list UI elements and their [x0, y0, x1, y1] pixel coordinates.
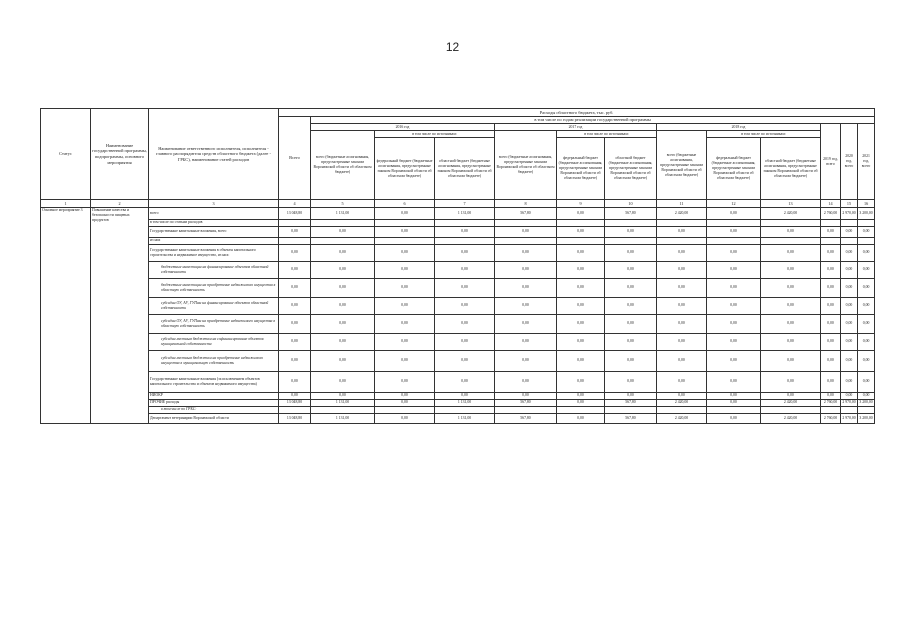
- header-program-name: Наименование государственной программы, подпрограммы, основного мероприятия: [91, 109, 149, 200]
- value-cell: 0,00: [605, 244, 657, 261]
- value-cell: 0,00: [821, 261, 841, 278]
- value-cell: 0,00: [435, 314, 495, 333]
- value-cell: 0,00: [279, 226, 311, 237]
- row-label: субсидии местным бюджетам на приобретение недвижимого имущества в муниципальную собственность: [149, 350, 279, 371]
- budget-table: [40, 108, 875, 424]
- column-number: 6: [375, 200, 435, 207]
- value-cell: 0,00: [657, 350, 707, 371]
- value-cell: 0,00: [858, 297, 875, 314]
- value-cell: 0,00: [375, 244, 435, 261]
- value-cell: 0,00: [605, 314, 657, 333]
- value-cell: [311, 406, 375, 413]
- value-cell: 0,00: [279, 261, 311, 278]
- value-cell: 0,00: [435, 278, 495, 297]
- value-cell: 0,00: [375, 297, 435, 314]
- budget-table-container: [40, 108, 874, 424]
- value-cell: 2 760,00: [821, 207, 841, 219]
- table-row: [41, 261, 875, 278]
- value-cell: [707, 219, 761, 226]
- column-number: 14: [821, 200, 841, 207]
- value-cell: [858, 237, 875, 244]
- value-cell: 0,00: [761, 392, 821, 399]
- row-label: Государственные капитальные вложения в объекты капитального строительства и недвижимое имущество, из них:: [149, 244, 279, 261]
- column-number: 12: [707, 200, 761, 207]
- value-cell: [858, 406, 875, 413]
- header-executor: Наименование ответственного исполнителя, исполнителя - главного распорядителя средств областного бюджета (далее - ГРБС), наименование статей расходов: [149, 109, 279, 200]
- value-cell: 0,00: [375, 392, 435, 399]
- row-label: субсидии местным бюджетам на софинансирование объектов муниципальной собственности: [149, 333, 279, 350]
- value-cell: 0,00: [858, 278, 875, 297]
- value-cell: [557, 219, 605, 226]
- value-cell: 0,00: [279, 314, 311, 333]
- header-regional-2018: областной бюджет (бюджетные ассигнования, предусмотренные законом Воронежской области об областном бюджете): [761, 138, 821, 200]
- header-federal-2018: федеральный бюджет (бюджетные ассигнования, предусмотренные законом Воронежской области об областном бюджете): [707, 138, 761, 200]
- value-cell: 2 420,00: [761, 399, 821, 406]
- header-total-budget-2017: всего (бюджетные ассигнования, предусмотренные законом Воронежской области об областном бюджете): [495, 131, 557, 200]
- value-cell: 0,00: [821, 278, 841, 297]
- value-cell: 0,00: [495, 350, 557, 371]
- table-row: [41, 371, 875, 392]
- value-cell: 2 420,00: [761, 413, 821, 423]
- value-cell: 0,00: [821, 333, 841, 350]
- row-label: в том числе по ГРБС:: [149, 406, 279, 413]
- value-cell: 0,00: [495, 392, 557, 399]
- value-cell: [375, 219, 435, 226]
- value-cell: 2 420,00: [761, 207, 821, 219]
- value-cell: 0,00: [707, 207, 761, 219]
- value-cell: 0,00: [557, 371, 605, 392]
- value-cell: 0,00: [435, 333, 495, 350]
- table-row: [41, 207, 875, 219]
- value-cell: 0,00: [495, 314, 557, 333]
- value-cell: [657, 406, 707, 413]
- value-cell: [841, 406, 858, 413]
- value-cell: [311, 237, 375, 244]
- value-cell: 0,00: [311, 371, 375, 392]
- value-cell: 0,00: [557, 207, 605, 219]
- value-cell: 0,00: [707, 350, 761, 371]
- value-cell: 0,00: [858, 333, 875, 350]
- value-cell: 0,00: [311, 350, 375, 371]
- value-cell: [707, 237, 761, 244]
- value-cell: 0,00: [279, 244, 311, 261]
- value-cell: 0,00: [375, 226, 435, 237]
- value-cell: 0,00: [605, 371, 657, 392]
- header-year-2016: 2016 год: [311, 124, 495, 131]
- value-cell: [279, 406, 311, 413]
- value-cell: 0,00: [435, 350, 495, 371]
- value-cell: 0,00: [761, 261, 821, 278]
- value-cell: 2 420,00: [657, 207, 707, 219]
- table-row: [41, 350, 875, 371]
- value-cell: 0,00: [557, 261, 605, 278]
- value-cell: 0,00: [707, 226, 761, 237]
- value-cell: 0,00: [858, 314, 875, 333]
- value-cell: 0,00: [821, 350, 841, 371]
- header-federal-2016: федеральный бюджет (бюджетные ассигнования, предусмотренные законом Воронежской области об областном бюджете): [375, 138, 435, 200]
- value-cell: 0,00: [435, 244, 495, 261]
- column-number: 11: [657, 200, 707, 207]
- row-label: из них: [149, 237, 279, 244]
- table-row: [41, 333, 875, 350]
- row-label: бюджетные инвестиции на финансирование объектов областной собственности: [149, 261, 279, 278]
- value-cell: 0,00: [495, 278, 557, 297]
- value-cell: 0,00: [858, 226, 875, 237]
- value-cell: 0,00: [707, 371, 761, 392]
- value-cell: 0,00: [605, 350, 657, 371]
- header-federal-2017: федеральный бюджет (бюджетные ассигнования, предусмотренные законом Воронежской области об областном бюджете): [557, 138, 605, 200]
- value-cell: 0,00: [375, 413, 435, 423]
- value-cell: 0,00: [311, 333, 375, 350]
- value-cell: 0,00: [495, 297, 557, 314]
- value-cell: 0,00: [605, 226, 657, 237]
- value-cell: 0,00: [761, 333, 821, 350]
- value-cell: 0,00: [495, 244, 557, 261]
- value-cell: [557, 237, 605, 244]
- status-cell: Основное мероприятие 3: [41, 207, 91, 423]
- row-label: НИОКР: [149, 392, 279, 399]
- table-row: [41, 226, 875, 237]
- value-cell: 567,80: [495, 413, 557, 423]
- value-cell: 0,00: [841, 297, 858, 314]
- value-cell: 2 970,00: [842, 400, 856, 405]
- value-cell: 0,00: [858, 392, 875, 399]
- value-cell: 3 200,00: [859, 400, 873, 405]
- value-cell: [375, 237, 435, 244]
- row-label: Департамент ветеринарии Воронежской области: [149, 413, 279, 423]
- table-row: [41, 314, 875, 333]
- header-regional-2017: областной бюджет (бюджетные ассигнования, предусмотренные законом Воронежской области об областном бюджете): [605, 138, 657, 200]
- value-cell: [279, 237, 311, 244]
- value-cell: 0,00: [761, 297, 821, 314]
- column-number: 7: [435, 200, 495, 207]
- value-cell: 2 420,00: [657, 413, 707, 423]
- value-cell: 0,00: [841, 226, 858, 237]
- value-cell: 0,00: [557, 413, 605, 423]
- value-cell: [557, 406, 605, 413]
- value-cell: 0,00: [707, 413, 761, 423]
- header-by-sources-2016: в том числе по источникам:: [375, 131, 495, 138]
- table-row: [41, 297, 875, 314]
- value-cell: 13 048,80: [279, 207, 311, 219]
- value-cell: 1 131,00: [311, 207, 375, 219]
- value-cell: 0,00: [707, 278, 761, 297]
- value-cell: 2 420,00: [657, 399, 707, 406]
- row-label: субсидии ОУ, АУ, ГУПам на финансирование объектов областной собственности: [149, 297, 279, 314]
- page-number: 12: [445, 40, 460, 54]
- value-cell: 567,80: [605, 207, 657, 219]
- row-label: всего: [149, 207, 279, 219]
- value-cell: [495, 219, 557, 226]
- value-cell: 0,00: [557, 392, 605, 399]
- value-cell: 0,00: [557, 244, 605, 261]
- value-cell: 0,00: [761, 244, 821, 261]
- value-cell: 567,80: [605, 399, 657, 406]
- value-cell: 0,00: [707, 399, 761, 406]
- row-label: субсидии ОУ, АУ, ГУПам на приобретение недвижимого имущества в областную собственность: [149, 314, 279, 333]
- value-cell: [657, 219, 707, 226]
- table-row: [41, 219, 875, 226]
- value-cell: 1 131,00: [435, 399, 495, 406]
- column-number: 5: [311, 200, 375, 207]
- value-cell: [707, 406, 761, 413]
- value-cell: [841, 219, 858, 226]
- value-cell: 0,00: [375, 350, 435, 371]
- value-cell: 13 048,80: [279, 413, 311, 423]
- value-cell: 0,00: [279, 392, 311, 399]
- value-cell: 0,00: [858, 244, 875, 261]
- table-body: [41, 207, 875, 423]
- value-cell: 0,00: [279, 333, 311, 350]
- value-cell: 0,00: [841, 261, 858, 278]
- value-cell: [761, 406, 821, 413]
- value-cell: 0,00: [821, 371, 841, 392]
- value-cell: [311, 219, 375, 226]
- value-cell: 0,00: [605, 261, 657, 278]
- table-row: [41, 392, 875, 399]
- value-cell: 0,00: [557, 314, 605, 333]
- value-cell: 0,00: [761, 314, 821, 333]
- value-cell: 3 200,00: [858, 413, 875, 423]
- header-by-sources-2017: в том числе по источникам:: [557, 131, 657, 138]
- column-number: 3: [149, 200, 279, 207]
- column-number: 8: [495, 200, 557, 207]
- value-cell: 2 760,00: [821, 399, 841, 406]
- value-cell: 0,00: [841, 350, 858, 371]
- value-cell: 1 131,00: [311, 413, 375, 423]
- value-cell: [375, 406, 435, 413]
- value-cell: 0,00: [707, 314, 761, 333]
- row-label: Государственные капитальные вложения, всего: [149, 226, 279, 237]
- value-cell: [761, 237, 821, 244]
- value-cell: 0,00: [841, 278, 858, 297]
- value-cell: 0,00: [605, 297, 657, 314]
- value-cell: 0,00: [821, 297, 841, 314]
- value-cell: 0,00: [557, 333, 605, 350]
- row-label: бюджетные инвестиции на приобретение недвижимого имущества в областную собственность: [149, 278, 279, 297]
- row-label: ПРОЧИЕ расходы: [149, 399, 279, 406]
- column-number: 10: [605, 200, 657, 207]
- value-cell: 0,00: [311, 392, 375, 399]
- value-cell: [605, 406, 657, 413]
- value-cell: 0,00: [657, 333, 707, 350]
- value-cell: 0,00: [605, 333, 657, 350]
- column-number: 16: [858, 200, 875, 207]
- value-cell: 3 200,00: [858, 207, 875, 219]
- header-year-2020: 2020 год, всего: [841, 124, 858, 200]
- value-cell: [841, 237, 858, 244]
- value-cell: 0,00: [707, 261, 761, 278]
- value-cell: 0,00: [841, 392, 858, 399]
- table-row: [41, 278, 875, 297]
- value-cell: 0,00: [557, 399, 605, 406]
- value-cell: 0,00: [821, 226, 841, 237]
- table-row: [41, 413, 875, 423]
- value-cell: 0,00: [311, 261, 375, 278]
- value-cell: 567,80: [605, 413, 657, 423]
- header-expenses: Расходы областного бюджета, тыс. руб.: [279, 109, 875, 117]
- header-status: Статус: [41, 109, 91, 200]
- value-cell: 0,00: [605, 278, 657, 297]
- value-cell: 0,00: [707, 392, 761, 399]
- value-cell: 0,00: [557, 226, 605, 237]
- column-number: 1: [41, 200, 91, 207]
- value-cell: 0,00: [375, 278, 435, 297]
- value-cell: [435, 406, 495, 413]
- header-year-2021: 2021 год, всего: [858, 124, 875, 200]
- header-by-sources-2018: в том числе по источникам:: [707, 131, 821, 138]
- value-cell: [821, 406, 841, 413]
- row-label: в том числе по статьям расходов: [149, 219, 279, 226]
- value-cell: 0,00: [495, 261, 557, 278]
- value-cell: 13 048,80: [279, 399, 311, 406]
- value-cell: 0,00: [495, 333, 557, 350]
- value-cell: 0,00: [435, 371, 495, 392]
- value-cell: 0,00: [761, 350, 821, 371]
- value-cell: [821, 219, 841, 226]
- header-regional-2016: областной бюджет (бюджетные ассигнования, предусмотренные законом Воронежской области об областном бюджете): [435, 138, 495, 200]
- value-cell: 0,00: [495, 226, 557, 237]
- value-cell: [605, 237, 657, 244]
- value-cell: 0,00: [311, 278, 375, 297]
- value-cell: 0,00: [279, 371, 311, 392]
- column-number: 4: [279, 200, 311, 207]
- value-cell: 0,00: [707, 297, 761, 314]
- column-number: 9: [557, 200, 605, 207]
- value-cell: 0,00: [279, 278, 311, 297]
- value-cell: 0,00: [657, 297, 707, 314]
- value-cell: 0,00: [279, 297, 311, 314]
- value-cell: 0,00: [707, 333, 761, 350]
- column-number-row: [41, 200, 875, 207]
- value-cell: 0,00: [761, 371, 821, 392]
- value-cell: 0,00: [311, 314, 375, 333]
- value-cell: 0,00: [311, 297, 375, 314]
- table-row: [41, 237, 875, 244]
- value-cell: 0,00: [375, 333, 435, 350]
- value-cell: 0,00: [841, 314, 858, 333]
- header-year-2017: 2017 год: [495, 124, 657, 131]
- value-cell: 0,00: [311, 244, 375, 261]
- value-cell: 1 131,00: [435, 207, 495, 219]
- value-cell: 0,00: [657, 392, 707, 399]
- value-cell: 0,00: [435, 297, 495, 314]
- value-cell: 0,00: [858, 371, 875, 392]
- header-total-budget-2016: всего (бюджетные ассигнования, предусмотренные законом Воронежской области об областном бюджете): [311, 131, 375, 200]
- value-cell: 2 760,00: [821, 413, 841, 423]
- value-cell: [435, 219, 495, 226]
- value-cell: [605, 219, 657, 226]
- column-number: 2: [91, 200, 149, 207]
- value-cell: 0,00: [657, 226, 707, 237]
- value-cell: 0,00: [435, 226, 495, 237]
- value-cell: 0,00: [841, 371, 858, 392]
- value-cell: 0,00: [821, 244, 841, 261]
- value-cell: 2 970,00: [841, 413, 858, 423]
- value-cell: [858, 219, 875, 226]
- value-cell: 0,00: [657, 371, 707, 392]
- header-year-2018: 2018 год: [657, 124, 821, 131]
- header-total-budget-2018: всего (бюджетные ассигнования, предусмотренные законом Воронежской области об областном бюджете): [657, 131, 707, 200]
- value-cell: 0,00: [375, 371, 435, 392]
- program-cell: Повышение качества и безопасности пищевых продуктов: [91, 207, 149, 423]
- value-cell: 0,00: [605, 392, 657, 399]
- table-row: [41, 399, 875, 406]
- value-cell: 0,00: [311, 226, 375, 237]
- value-cell: 567,80: [495, 207, 557, 219]
- value-cell: 0,00: [557, 297, 605, 314]
- value-cell: 0,00: [375, 399, 435, 406]
- value-cell: 567,80: [495, 399, 557, 406]
- value-cell: [657, 237, 707, 244]
- value-cell: [279, 219, 311, 226]
- value-cell: 0,00: [657, 244, 707, 261]
- value-cell: 0,00: [375, 261, 435, 278]
- value-cell: 0,00: [557, 278, 605, 297]
- value-cell: 0,00: [858, 261, 875, 278]
- header-year-2019: 2019 год, всего: [821, 124, 841, 200]
- value-cell: 0,00: [495, 371, 557, 392]
- value-cell: 0,00: [858, 350, 875, 371]
- value-cell: 0,00: [657, 261, 707, 278]
- header-implementation: в том числе по годам реализации государственной программы: [311, 116, 875, 124]
- value-cell: 0,00: [375, 314, 435, 333]
- value-cell: 2 970,00: [841, 207, 858, 219]
- value-cell: 0,00: [657, 314, 707, 333]
- value-cell: [495, 406, 557, 413]
- value-cell: 1 131,00: [311, 399, 375, 406]
- value-cell: 0,00: [841, 244, 858, 261]
- value-cell: 0,00: [707, 244, 761, 261]
- row-label: Государственные капитальные вложения (за исключением объектов капитального строительства и объектов недвижимого имущества): [149, 371, 279, 392]
- value-cell: [761, 219, 821, 226]
- value-cell: 0,00: [841, 333, 858, 350]
- value-cell: [821, 237, 841, 244]
- value-cell: 0,00: [761, 226, 821, 237]
- value-cell: 0,00: [657, 278, 707, 297]
- value-cell: 0,00: [557, 350, 605, 371]
- column-number: 15: [841, 200, 858, 207]
- value-cell: 0,00: [375, 207, 435, 219]
- value-cell: [495, 237, 557, 244]
- column-number: 13: [761, 200, 821, 207]
- value-cell: [435, 237, 495, 244]
- table-row: [41, 244, 875, 261]
- value-cell: 0,00: [279, 350, 311, 371]
- value-cell: 0,00: [821, 314, 841, 333]
- value-cell: 1 131,00: [435, 413, 495, 423]
- value-cell: 0,00: [761, 278, 821, 297]
- header-total: Всего: [279, 116, 311, 200]
- value-cell: 0,00: [435, 261, 495, 278]
- value-cell: 0,00: [435, 392, 495, 399]
- value-cell: 0,00: [821, 392, 841, 399]
- table-row: [41, 406, 875, 413]
